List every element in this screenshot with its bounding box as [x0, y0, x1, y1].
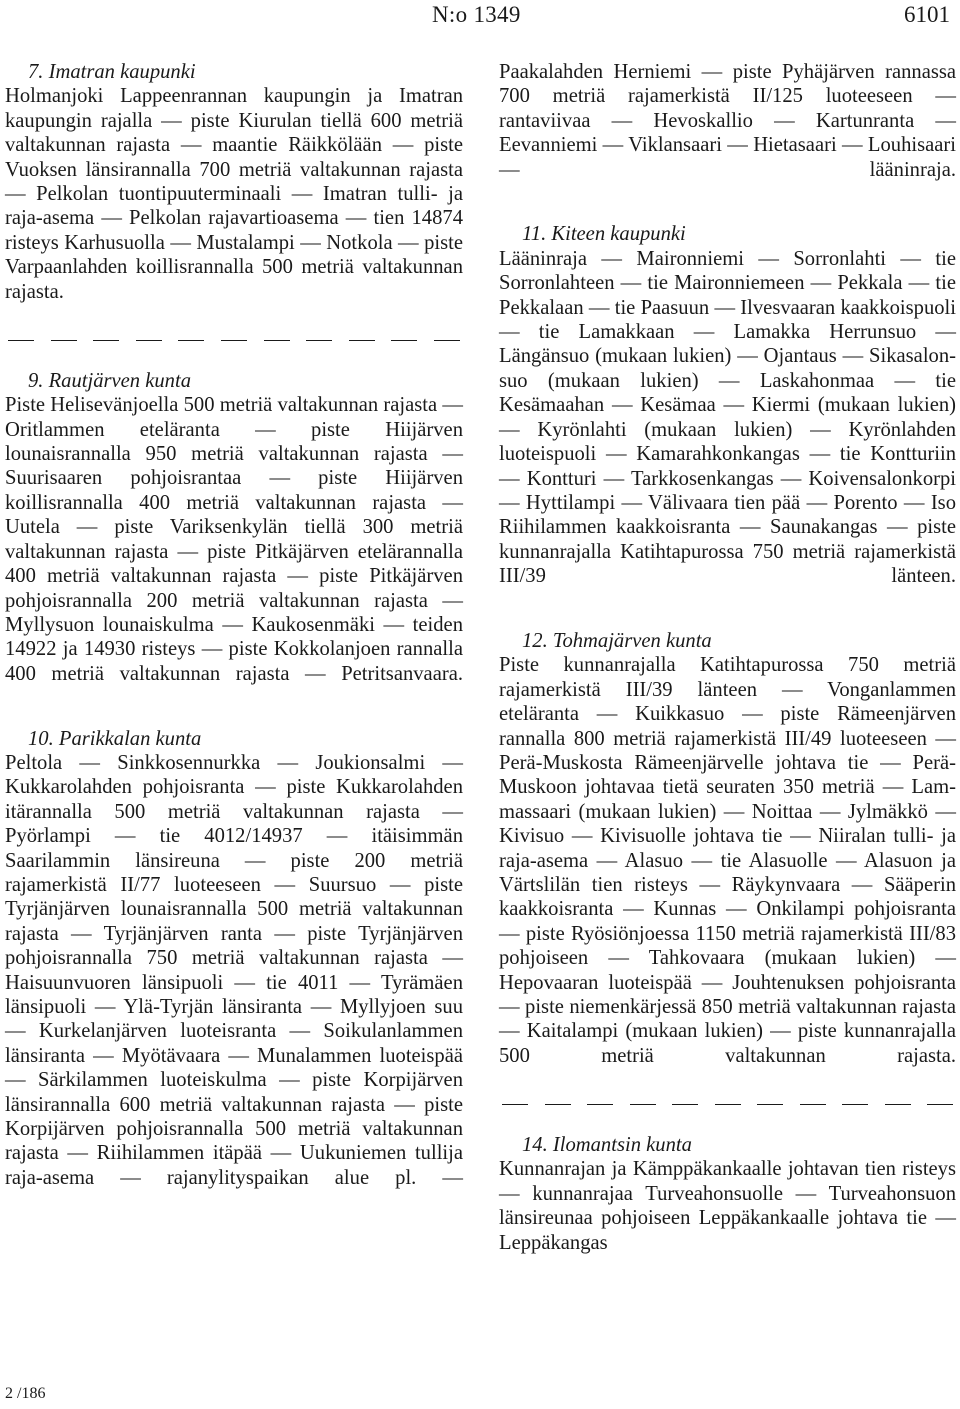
- dash: [178, 340, 204, 341]
- section-title: 11. Kiteen kaupunki: [522, 223, 686, 246]
- dash: [136, 340, 162, 341]
- dash: [93, 340, 119, 341]
- section-body: Holmanjoki Lappeenrannan kaupungin ja Imatran kaupungin rajalla — piste Kiurulan tiellä 600 metriä valtakunnan rajasta — maantie Räikkölään — piste Vuoksen länsirannalla 700 metriä valtakunnan rajasta — Pelkolan tuontipuuterminaali — Imatran tulli- ja raja-asema — Pelkolan rajavartioasema — tien 14874 risteys Karhusuolla — Mustalampi — Notkola — piste Varpaanlahden koillisrannalla 500 metriä valtakunnan rajasta.: [5, 85, 463, 303]
- section-10-continued: [499, 60, 956, 206]
- section-title: 14. Ilomantsin kunta: [522, 1134, 692, 1157]
- section-12-tohmajarvi: [499, 629, 956, 1117]
- section-10-parikkala: [5, 727, 463, 1215]
- section-9-rautjarvi: [5, 369, 463, 711]
- section-body: Kunnanrajan ja Kämppäkankaalle johtavan tien risteys — kunnanrajaa Turveahonsuolle — Turveahonsuon länsireunaa pohjoiseen Leppäkankaalle johtava tie — Leppäkangas: [499, 1158, 956, 1254]
- page-footer: 2 /186: [5, 1385, 46, 1402]
- right-column: [499, 60, 956, 1255]
- document-number: N:o 1349: [432, 2, 521, 27]
- dash: [587, 1104, 613, 1105]
- dash: [757, 1104, 783, 1105]
- dash: [8, 340, 34, 341]
- omission-dashes: [499, 1093, 956, 1117]
- left-column: [5, 60, 463, 1215]
- dash: [842, 1104, 868, 1105]
- section-body: Piste kunnanrajalla Katihtapurossa 750 metriä rajamerkistä III/39 länteen — Vonganlammen eteläranta — Kuikkasuo — piste Rämeenjärven rannalla 800 metriä rajamerkistä III/49 luoteeseen — Perä-Muskosta Rämeenjärvelle johtava tie — Perä-Muskoon johtavaa tietä seuraten 350 metriä — Lammassaari (mukaan lukien) — Noittaa — Jylmäkkö — Kivisuo — Kivisuolle johtava tie — Niiralan tulli- ja raja-asema — Alasuo — tie Alasuolle — Alasuon ja Värtslilän tien risteys — Räykynvaara — Sääperin kaakkoisranta — Kunnas — Onkilampi pohjoisranta — piste Ryösiönjoessa 1150 metriä rajamerkistä III/83 pohjoiseen — Tahkovaara (mukaan lukien) — Hepovaaran luoteispää — Jouhtenuksen pohjoisranta — piste niemenkärjessä 850 metriä valtakunnan rajasta — Kaitalampi (mukaan lukien) — piste kunnanrajalla 500 metriä valtakunnan rajasta.: [499, 654, 956, 1067]
- section-7-imatra: [5, 60, 463, 353]
- dash: [630, 1104, 656, 1105]
- section-11-kitee: [499, 222, 956, 613]
- page-header: [0, 0, 960, 30]
- dash: [349, 340, 375, 341]
- section-14-ilomantsi: [499, 1133, 956, 1255]
- page-number: 6101: [904, 2, 950, 27]
- dash: [672, 1104, 698, 1105]
- dash: [800, 1104, 826, 1105]
- dash: [51, 340, 77, 341]
- section-body: Piste Helisevänjoella 500 metriä valtakunnan rajasta — Oritlammen eteläranta — piste Hiijärven lounaisrannalla 950 metriä valtakunnan rajasta — Suurisaaren pohjoisrantaa — piste Hiijärven koillisrannalla 400 metriä valtakunnan rajasta — Uutela — piste Variksenkylän tiellä 300 metriä valtakunnan rajasta — piste Pitkäjärven etelärannalla 400 metriä valtakunnan rajasta — piste Pitkäjärven pohjoisrannalla 200 metriä valtakunnan rajasta — Myllysuon lounaiskulma — Kaukosenmäki — teiden 14922 ja 14930 risteys — piste Kokkolanjoen rannalla 400 metriä valtakunnan rajasta — Petritsanvaara.: [5, 394, 463, 685]
- section-body: Peltola — Sinkkosennurkka — Joukionsalmi — Kukkarolahden pohjoisranta — piste Kukkarolahden itärannalla 500 metriä valtakunnan rajasta — Pyörlampi — tie 4012/14937 — itäisimmän Saarilammin länsireuna — piste 200 metriä rajamerkistä II/77 luoteeseen — Suursuo — piste Tyrjänjärven lounaisrannalla 500 metriä valtakunnan rajasta — Tyrjänjärven ranta — piste Tyrjänjärven pohjoisrannalla 750 metriä valtakunnan rajasta — Haisuunvuoren länsipuoli — tie 4011 — Tyrämäen länsipuoli — Ylä-Tyrjän länsiranta — Myllyjoen suu — Kurkelanjärven luoteisranta — Soikulanlammen länsiranta — Myötävaara — Munalammen luoteispää — Särkilammen luoteiskulma — piste Korpijärven länsirannalla 600 metriä valtakunnan rajasta — piste Korpijärven pohjoisrannalla 500 metriä valtakunnan rajasta — Riihilammen itäpää — Uukuniemen tullija raja-asema — rajanylityspaikan alue pl. —: [5, 751, 463, 1189]
- section-title: 12. Tohmajärven kunta: [522, 629, 712, 652]
- dash: [306, 340, 332, 341]
- section-title: 7. Imatran kaupunki: [28, 61, 196, 83]
- dash: [715, 1104, 741, 1105]
- dash: [927, 1104, 953, 1105]
- dash: [391, 340, 417, 341]
- section-body: Lääninraja — Maironniemi — Sorronlahti — tie Sorronlahteen — tie Maironniemeen — Pekkala — tie Pekkalaan — tie Paasuun — Ilvesvaaran kaakkoispuoli — tie Lamakkaan — Lamakka Herrunsuo — Längänsuo (mukaan lukien) — Ojantaus — Sikasalonsuo (mukaan lukien) — Laskahonmaa — tie Kesämaahan — Kesämaa — Kiermi (mukaan lukien) — Kyrönlahti (mukaan lukien) — Kyrönlahden luoteispuoli — Kamarahkonkangas — tie Kontturiin — Kontturi — Tarkkosenkangas — Koivensalonkorpi — Hyttilampi — Välivaara tien pää — Porento — Iso Riihilammen kaakkoisranta — Saunakangas — piste kunnanrajalla Katihtapurossa 750 metriä rajamerkistä III/39 länteen.: [499, 247, 956, 588]
- dash: [434, 340, 460, 341]
- dash: [502, 1104, 528, 1105]
- section-title: 10. Parikkalan kunta: [28, 727, 202, 750]
- omission-dashes: [5, 328, 463, 352]
- section-title: 9. Rautjärven kunta: [28, 369, 192, 392]
- section-body: Paakalahden Herniemi — piste Pyhäjärven rannassa 700 metriä rajamerkistä II/125 luoteeseen — rantaviivaa — Hevoskallio — Kartunranta — Eevanniemi — Viklansaari — Hietasaari — Louhisaari — lääninraja.: [499, 61, 956, 181]
- dash: [885, 1104, 911, 1105]
- dash: [221, 340, 247, 341]
- dash: [545, 1104, 571, 1105]
- dash: [264, 340, 290, 341]
